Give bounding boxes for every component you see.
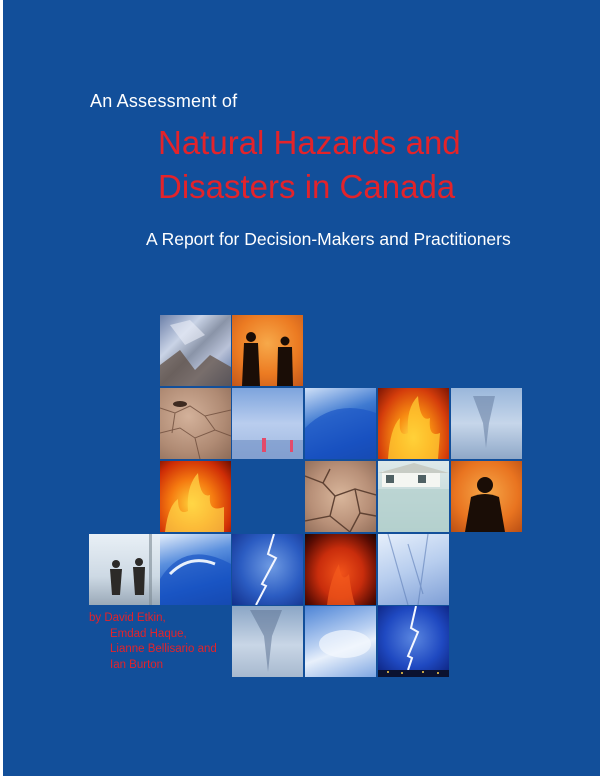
wave-photo bbox=[160, 534, 231, 605]
flood-house-photo bbox=[378, 461, 449, 532]
fire-photo bbox=[378, 388, 449, 459]
cover-authors bbox=[89, 611, 217, 673]
author-line: by David Etkin, bbox=[89, 612, 166, 624]
cover-subtitle: A Report for Decision-Makers and Practitioners bbox=[146, 229, 511, 249]
lightning-photo bbox=[378, 606, 449, 677]
silhouette-photo bbox=[232, 315, 303, 386]
cover-title bbox=[158, 121, 461, 209]
fire-photo bbox=[160, 461, 231, 532]
silhouette-photo bbox=[451, 461, 522, 532]
author-line: Lianne Bellisario and bbox=[110, 643, 217, 655]
cover-title-line-1: Natural Hazards and bbox=[158, 124, 461, 161]
storm-photo bbox=[232, 388, 303, 459]
tornado-photo bbox=[451, 388, 522, 459]
tornado-photo bbox=[232, 606, 303, 677]
windstorm-photo bbox=[89, 534, 160, 605]
lightning-photo bbox=[232, 534, 303, 605]
ice-photo bbox=[378, 534, 449, 605]
cover-pre-title: An Assessment of bbox=[90, 91, 238, 111]
rock-photo bbox=[160, 315, 231, 386]
cloud-photo bbox=[305, 606, 376, 677]
author-line: Ian Burton bbox=[110, 658, 164, 671]
cover-title-line-2: Disasters in Canada bbox=[158, 168, 456, 205]
drought-photo bbox=[160, 388, 231, 459]
report-cover bbox=[3, 0, 600, 776]
author-line: Emdad Haque, bbox=[110, 627, 187, 640]
fire-photo bbox=[305, 534, 376, 605]
wave-photo bbox=[305, 388, 376, 459]
drought-photo bbox=[305, 461, 376, 532]
